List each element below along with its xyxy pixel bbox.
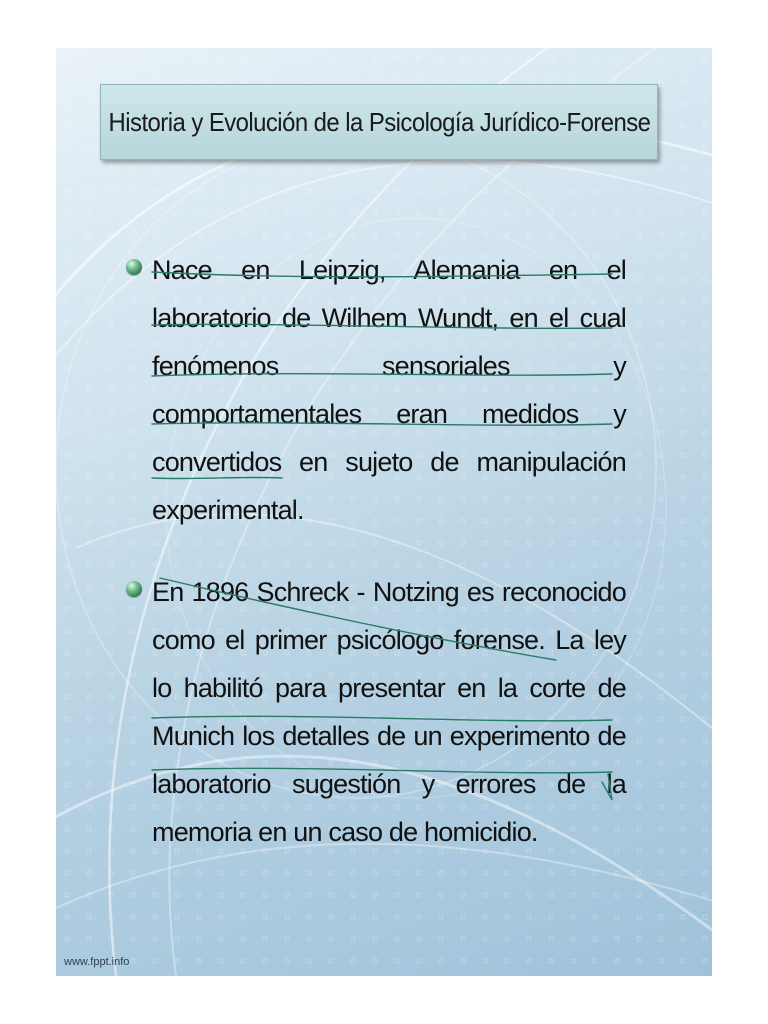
bullet-list [126, 246, 626, 890]
bullet-item [126, 568, 626, 856]
bullet-text: Nace en Leipzig, Alemania en el laboratorio de Wilhem Wundt, en el cual fenómenos sensoriales y comportamentales eran medidos y convertidos en sujeto de manipulación experimental. [152, 255, 626, 525]
globe-bullet-icon [126, 259, 142, 275]
footer-url: www.fppt.info [64, 956, 130, 968]
title-box [100, 84, 658, 160]
slide [56, 48, 712, 976]
globe-bullet-icon [126, 581, 142, 597]
bullet-item [126, 246, 626, 534]
slide-title: Historia y Evolución de la Psicología Jurídico-Forense [108, 106, 650, 137]
bullet-text: En 1896 Schreck - Notzing es reconocido como el primer psicólogo forense. La ley lo habilitó para presentar en la corte de Munich los detalles de un experimento de laboratorio sugestión y errores de la memoria en un caso de homicidio. [152, 577, 626, 847]
